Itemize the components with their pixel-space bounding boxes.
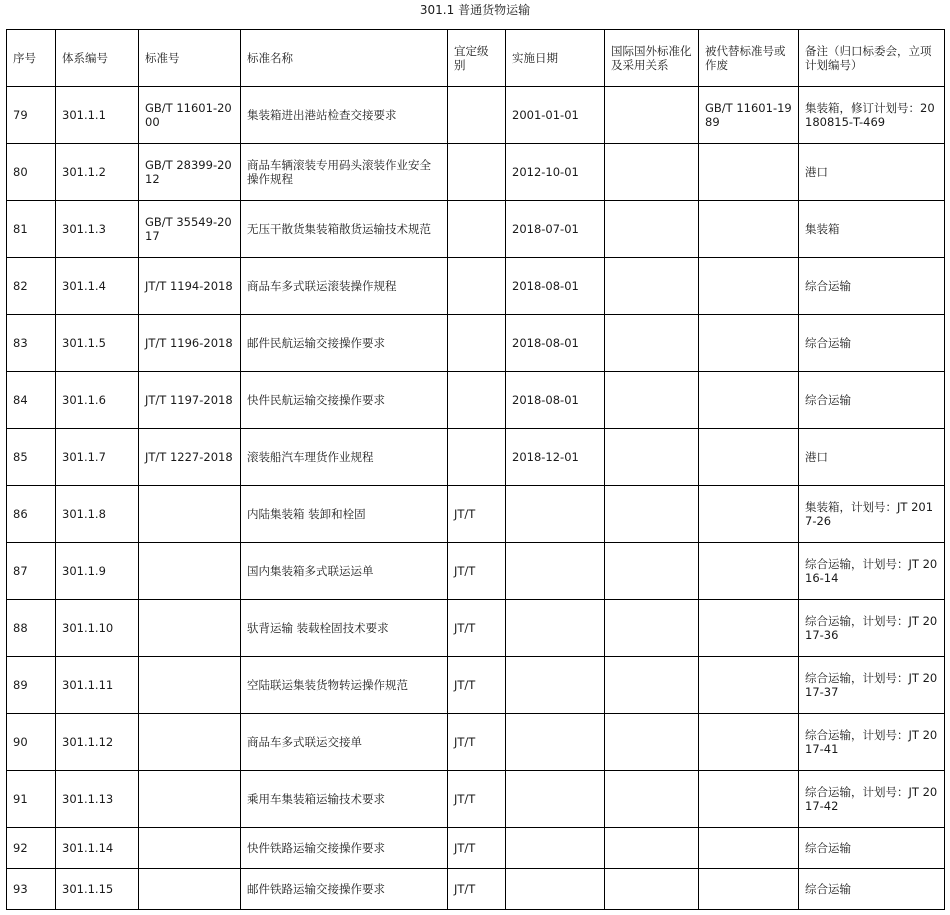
cell-date	[506, 600, 605, 657]
cell-international	[605, 315, 699, 372]
cell-remarks: 集装箱，计划号：JT 2017-26	[799, 486, 945, 543]
cell-standard-name: 邮件民航运输交接操作要求	[241, 315, 448, 372]
cell-level: JT/T	[448, 486, 506, 543]
cell-international	[605, 372, 699, 429]
cell-standard-no: JT/T 1197-2018	[139, 372, 241, 429]
table-row	[7, 201, 945, 258]
table-row	[7, 429, 945, 486]
cell-seq: 90	[7, 714, 56, 771]
header-cell-standard-no: 标准号	[139, 30, 241, 87]
table-row	[7, 714, 945, 771]
cell-date: 2001-01-01	[506, 87, 605, 144]
cell-level	[448, 315, 506, 372]
cell-seq: 89	[7, 657, 56, 714]
table-header-row	[7, 30, 945, 87]
cell-international	[605, 486, 699, 543]
cell-seq: 86	[7, 486, 56, 543]
cell-standard-no	[139, 714, 241, 771]
cell-date	[506, 486, 605, 543]
cell-system-code: 301.1.8	[56, 486, 139, 543]
cell-seq: 91	[7, 771, 56, 828]
cell-level	[448, 144, 506, 201]
cell-replaced	[699, 429, 799, 486]
cell-standard-no	[139, 828, 241, 869]
cell-international	[605, 657, 699, 714]
cell-date: 2018-08-01	[506, 258, 605, 315]
header-cell-date: 实施日期	[506, 30, 605, 87]
cell-standard-name: 快件民航运输交接操作要求	[241, 372, 448, 429]
table-row	[7, 600, 945, 657]
standards-table	[6, 29, 945, 910]
cell-standard-no	[139, 657, 241, 714]
cell-level	[448, 87, 506, 144]
cell-level: JT/T	[448, 714, 506, 771]
cell-level: JT/T	[448, 771, 506, 828]
cell-standard-no	[139, 771, 241, 828]
cell-seq: 87	[7, 543, 56, 600]
cell-replaced	[699, 828, 799, 869]
cell-level: JT/T	[448, 869, 506, 910]
cell-replaced	[699, 258, 799, 315]
cell-system-code: 301.1.7	[56, 429, 139, 486]
cell-standard-name: 驮背运输 装载栓固技术要求	[241, 600, 448, 657]
cell-remarks: 港口	[799, 429, 945, 486]
cell-replaced	[699, 315, 799, 372]
cell-replaced	[699, 486, 799, 543]
cell-replaced	[699, 714, 799, 771]
cell-system-code: 301.1.15	[56, 869, 139, 910]
cell-seq: 82	[7, 258, 56, 315]
cell-remarks: 综合运输	[799, 828, 945, 869]
cell-level	[448, 258, 506, 315]
cell-international	[605, 429, 699, 486]
cell-system-code: 301.1.1	[56, 87, 139, 144]
cell-system-code: 301.1.9	[56, 543, 139, 600]
cell-standard-no	[139, 543, 241, 600]
cell-level	[448, 201, 506, 258]
cell-replaced	[699, 869, 799, 910]
cell-standard-no	[139, 486, 241, 543]
cell-date	[506, 714, 605, 771]
table-row	[7, 315, 945, 372]
header-cell-standard-name: 标准名称	[241, 30, 448, 87]
header-cell-international: 国际国外标准化及采用关系	[605, 30, 699, 87]
cell-system-code: 301.1.4	[56, 258, 139, 315]
cell-date	[506, 771, 605, 828]
table-row	[7, 372, 945, 429]
cell-date: 2018-08-01	[506, 315, 605, 372]
cell-date	[506, 828, 605, 869]
cell-system-code: 301.1.6	[56, 372, 139, 429]
header-cell-seq: 序号	[7, 30, 56, 87]
table-row	[7, 771, 945, 828]
cell-level: JT/T	[448, 828, 506, 869]
table-row	[7, 486, 945, 543]
cell-replaced	[699, 657, 799, 714]
cell-replaced	[699, 201, 799, 258]
cell-standard-no: JT/T 1194-2018	[139, 258, 241, 315]
cell-system-code: 301.1.12	[56, 714, 139, 771]
cell-remarks: 综合运输，计划号：JT 2017-42	[799, 771, 945, 828]
cell-level	[448, 429, 506, 486]
cell-remarks: 综合运输，计划号：JT 2017-41	[799, 714, 945, 771]
cell-system-code: 301.1.10	[56, 600, 139, 657]
cell-standard-name: 国内集装箱多式联运运单	[241, 543, 448, 600]
cell-date: 2018-12-01	[506, 429, 605, 486]
page-title: 301.1 普通货物运输	[419, 3, 531, 17]
table-row	[7, 258, 945, 315]
cell-date	[506, 543, 605, 600]
cell-international	[605, 258, 699, 315]
cell-standard-name: 商品车多式联运交接单	[241, 714, 448, 771]
header-cell-level: 宜定级别	[448, 30, 506, 87]
cell-standard-no	[139, 600, 241, 657]
cell-system-code: 301.1.3	[56, 201, 139, 258]
cell-standard-name: 乘用车集装箱运输技术要求	[241, 771, 448, 828]
cell-remarks: 综合运输，计划号：JT 2017-37	[799, 657, 945, 714]
cell-international	[605, 828, 699, 869]
cell-level	[448, 372, 506, 429]
cell-system-code: 301.1.2	[56, 144, 139, 201]
header-cell-system-code: 体系编号	[56, 30, 139, 87]
cell-international	[605, 144, 699, 201]
table-row	[7, 657, 945, 714]
cell-remarks: 综合运输	[799, 315, 945, 372]
cell-replaced	[699, 600, 799, 657]
table-row	[7, 869, 945, 910]
cell-international	[605, 543, 699, 600]
cell-standard-name: 邮件铁路运输交接操作要求	[241, 869, 448, 910]
cell-replaced: GB/T 11601-1989	[699, 87, 799, 144]
header-cell-replaced: 被代替标准号或作废	[699, 30, 799, 87]
header-cell-remarks: 备注（归口标委会，立项计划编号）	[799, 30, 945, 87]
cell-seq: 81	[7, 201, 56, 258]
cell-seq: 80	[7, 144, 56, 201]
cell-seq: 79	[7, 87, 56, 144]
cell-standard-no: JT/T 1227-2018	[139, 429, 241, 486]
cell-standard-name: 商品车多式联运滚装操作规程	[241, 258, 448, 315]
cell-remarks: 综合运输	[799, 258, 945, 315]
table-row	[7, 144, 945, 201]
cell-standard-name: 集装箱进出港站检查交接要求	[241, 87, 448, 144]
cell-level: JT/T	[448, 543, 506, 600]
cell-standard-name: 空陆联运集装货物转运操作规范	[241, 657, 448, 714]
cell-remarks: 港口	[799, 144, 945, 201]
cell-system-code: 301.1.14	[56, 828, 139, 869]
cell-standard-no	[139, 869, 241, 910]
cell-seq: 85	[7, 429, 56, 486]
table-body	[7, 87, 945, 910]
cell-date	[506, 869, 605, 910]
cell-system-code: 301.1.11	[56, 657, 139, 714]
cell-standard-no: GB/T 28399-2012	[139, 144, 241, 201]
cell-international	[605, 87, 699, 144]
cell-international	[605, 869, 699, 910]
cell-seq: 83	[7, 315, 56, 372]
cell-standard-name: 内陆集装箱 装卸和栓固	[241, 486, 448, 543]
cell-seq: 92	[7, 828, 56, 869]
cell-international	[605, 771, 699, 828]
table-row	[7, 543, 945, 600]
cell-remarks: 综合运输，计划号：JT 2017-36	[799, 600, 945, 657]
cell-remarks: 综合运输，计划号：JT 2016-14	[799, 543, 945, 600]
cell-replaced	[699, 543, 799, 600]
cell-level: JT/T	[448, 657, 506, 714]
cell-international	[605, 600, 699, 657]
cell-standard-name: 滚装船汽车理货作业规程	[241, 429, 448, 486]
cell-remarks: 综合运输	[799, 869, 945, 910]
cell-international	[605, 201, 699, 258]
cell-international	[605, 714, 699, 771]
table-row	[7, 87, 945, 144]
cell-date: 2012-10-01	[506, 144, 605, 201]
cell-date	[506, 657, 605, 714]
cell-standard-no: JT/T 1196-2018	[139, 315, 241, 372]
cell-remarks: 集装箱	[799, 201, 945, 258]
cell-system-code: 301.1.13	[56, 771, 139, 828]
cell-seq: 84	[7, 372, 56, 429]
table-row	[7, 828, 945, 869]
cell-date: 2018-07-01	[506, 201, 605, 258]
cell-seq: 93	[7, 869, 56, 910]
cell-replaced	[699, 771, 799, 828]
cell-level: JT/T	[448, 600, 506, 657]
cell-seq: 88	[7, 600, 56, 657]
cell-standard-no: GB/T 11601-2000	[139, 87, 241, 144]
cell-date: 2018-08-01	[506, 372, 605, 429]
cell-standard-no: GB/T 35549-2017	[139, 201, 241, 258]
cell-system-code: 301.1.5	[56, 315, 139, 372]
cell-replaced	[699, 144, 799, 201]
cell-remarks: 集装箱，修订计划号：20180815-T-469	[799, 87, 945, 144]
cell-replaced	[699, 372, 799, 429]
cell-standard-name: 商品车辆滚装专用码头滚装作业安全操作规程	[241, 144, 448, 201]
cell-remarks: 综合运输	[799, 372, 945, 429]
cell-standard-name: 快件铁路运输交接操作要求	[241, 828, 448, 869]
cell-standard-name: 无压干散货集装箱散货运输技术规范	[241, 201, 448, 258]
